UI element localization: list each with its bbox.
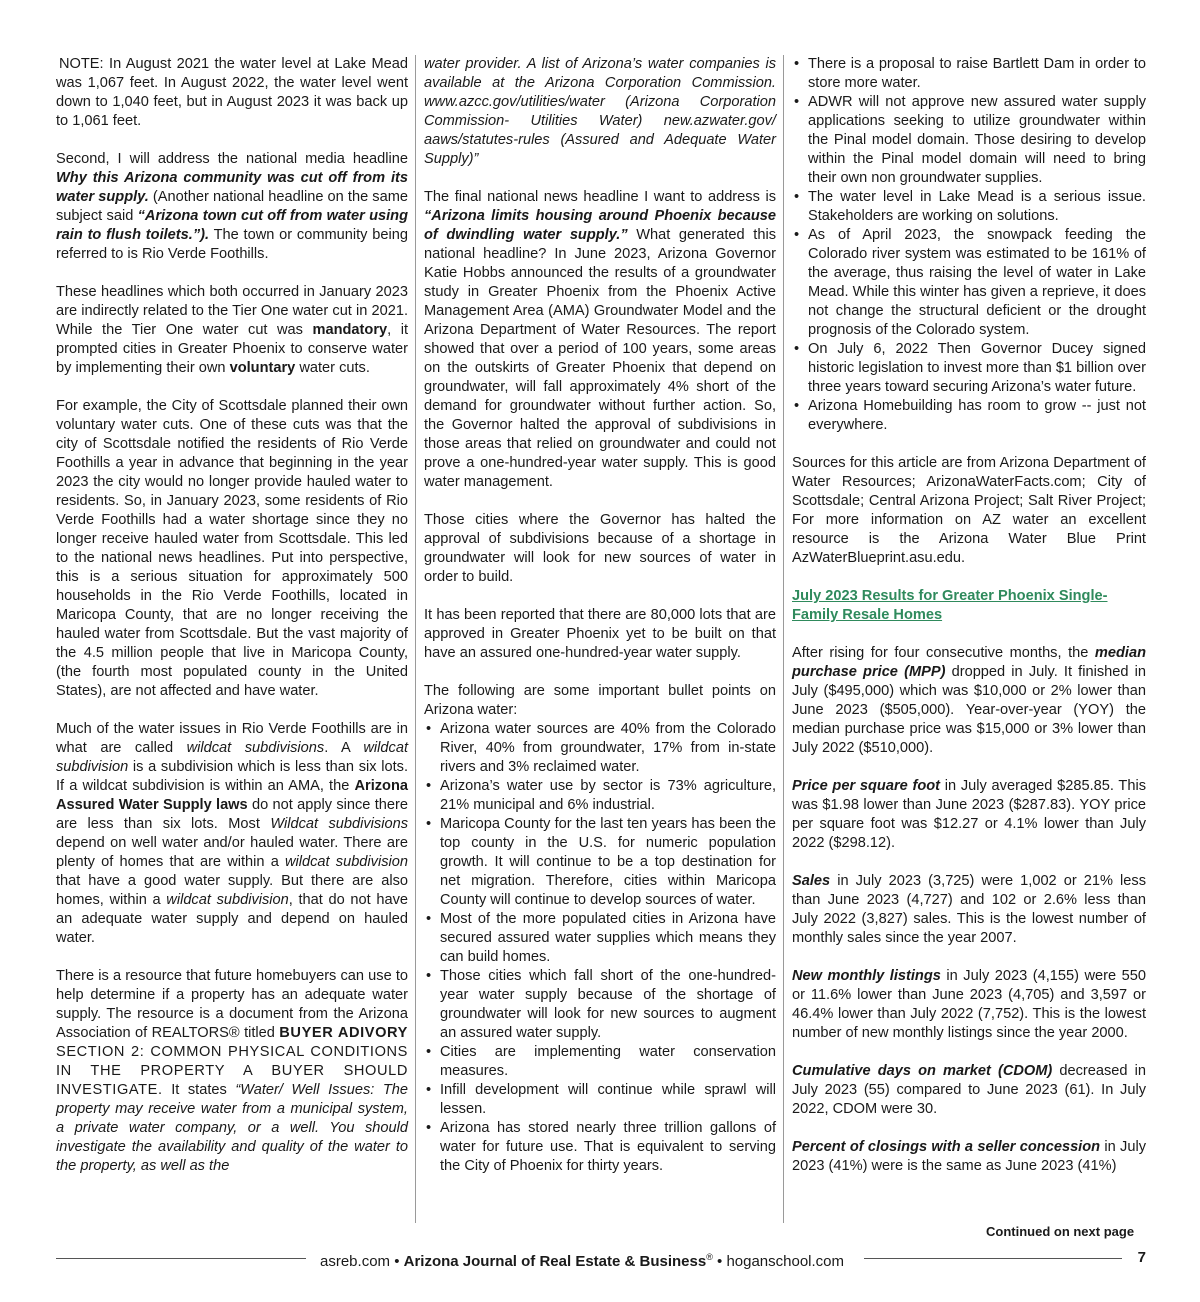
list-item: • Maricopa County for the last ten years has been the top county in the U.S. for numeric population growth. It will continue to be a top destination for net migration. Therefore, cities within Maricopa County will continue to develop sources of water. [424, 815, 776, 910]
text: water cuts. [295, 360, 370, 376]
headline-text: Why this Arizona community was cut off from its water supply. [56, 170, 408, 205]
column-divider-left [415, 55, 416, 1223]
registered-mark: ® [706, 1252, 713, 1262]
text: . A [324, 740, 364, 756]
headline-text: “Arizona limits housing around Phoenix because of dwindling water supply.” [424, 208, 776, 243]
term-text: Price per square foot [792, 778, 941, 794]
mpp-paragraph [792, 644, 1146, 758]
list-item: • Most of the more populated cities in Arizona have secured assured water supplies which means they can build homes. [424, 910, 776, 967]
text: It states [162, 1082, 236, 1098]
tier-one-paragraph [56, 283, 408, 378]
list-item: • ADWR will not approve new assured water supply applications seeking to utilize groundwater within the Pinal model domain. Those desiring to develop within the Pinal model domain will need to bring their own non groundwater supplies. [792, 93, 1146, 188]
italic-text: wildcat subdivisions [186, 740, 325, 756]
continued-note: Continued on next page [986, 1224, 1135, 1239]
term-text: Cumulative days on market (CDOM) [792, 1063, 1053, 1079]
text: , it prompted cities in Greater Phoenix to conserve water by implementing their own [56, 322, 409, 376]
list-item: • Cities are implementing water conservation measures. [424, 1043, 776, 1081]
cities-paragraph: Those cities where the Governor has halted the approval of subdivisions because of a shortage in groundwater will look for new sources of water in order to build. [424, 512, 776, 585]
list-item: • Arizona’s water use by sector is 73% agriculture, 21% municipal and 6% industrial. [424, 777, 776, 815]
text: Much of the water issues in Rio Verde Foothills are in what are called [56, 721, 408, 756]
footer-rule-right [864, 1258, 1122, 1259]
column-2 [424, 55, 776, 1195]
page-footer [56, 1248, 1146, 1270]
footer-separator: • [712, 1253, 727, 1270]
sources-paragraph: Sources for this article are from Arizona Department of Water Resources; ArizonaWaterFacts.com; City of Scottsdale; Central Arizona Project; Salt River Project; For more information on AZ water an excellent resource is the Arizona Water Blue Print AzWaterBlueprint.asu.edu. [792, 455, 1146, 566]
headline-text: “Arizona town cut off from water using rain to flush toilets.”). [56, 208, 408, 243]
text: is a subdivision which is less than six lots. If a wildcat subdivision is within an AMA, the [56, 759, 408, 794]
text: After rising for four consecutive months, the [792, 645, 1095, 661]
text: These headlines which both occurred in January 2023 are indirectly related to the Tier One water cut in 2021. While the Tier One water cut was [56, 284, 408, 338]
italic-text: “Water/ Well Issues: The property may receive water from a municipal system, a private water company, or a well. You should investigate the availability and quality of the water to the property, as well as the [56, 1082, 408, 1174]
concession-paragraph [792, 1138, 1146, 1176]
note-paragraph: NOTE: In August 2021 the water level at Lake Mead was 1,067 feet. In August 2022, the water level went down to 1,040 feet, but in August 2023 it was back up to 1,061 feet. [56, 56, 408, 129]
ppsf-paragraph [792, 777, 1146, 853]
text: in July 2023 (3,725) were 1,002 or 21% less than June 2023 (4,727) and 102 or 2.6% less than July 2022 (3,827) sales. This is the lowest number of monthly sales since the year 2007. [792, 873, 1146, 946]
text: (Another national headline on the same subject said [56, 189, 408, 224]
cdom-paragraph [792, 1062, 1146, 1119]
text: There is a resource that future homebuyers can use to help determine if a property has an adequate water supply. The resource is a document from the Arizona Association of REALTORS® titled [56, 968, 408, 1041]
column-divider-right [783, 55, 784, 1223]
caps-text: SECTION 2: COMMON PHYSICAL CONDITIONS IN THE PROPERTY A BUYER SHOULD INVESTIGATE. [56, 1044, 408, 1098]
column-3 [792, 55, 1146, 1176]
lots-paragraph: It has been reported that there are 80,000 lots that are approved in Greater Phoenix yet to be built on that have an assured one-hundred-year water supply. [424, 607, 776, 661]
text: do not apply since there are less than six lots. Most [56, 797, 408, 832]
list-item: • The water level in Lake Mead is a serious issue. Stakeholders are working on solutions. [792, 188, 1146, 226]
text: that have a good water supply. But there are also homes, within a [56, 873, 408, 908]
housing-headline-paragraph [424, 188, 776, 492]
list-item: • Arizona Homebuilding has room to grow -- just not everywhere. [792, 397, 1146, 435]
text: What generated this national headline? In June 2023, Arizona Governor Katie Hobbs announced the results of a groundwater study in Greater Phoenix from the Phoenix Active Management Area (AMA) Groundwater Model and the Arizona Department of Water Resources. The report showed that over a period of 100 years, some areas on the outskirts of Greater Phoenix that depend on groundwater, will fall approximately 4% short of the demand for groundwater without further action. So, the Governor halted the approval of subdivisions in those areas that relied on groundwater and could not prove a one-hundred-year water supply. This is good water management. [424, 227, 776, 490]
term-text: Sales [792, 873, 831, 889]
text: depend on well water and/or hauled water. There are plenty of homes that are within a [56, 835, 408, 870]
italic-text: wildcat subdivision [285, 854, 408, 870]
scottsdale-paragraph: For example, the City of Scottsdale planned their own voluntary water cuts. One of these cuts was that the city of Scottsdale notified the residents of Rio Verde Foothills a year in advance that beginning in the year 2023 the city would no longer provide hauled water to residents. So, in January 2023, some residents of Rio Verde Foothills had a water shortage since they no longer receive hauled water from Scottsdale. This led to the national news headlines. Put into perspective, this is a serious situation for approximately 500 households in the Rio Verde Foothills, located in Maricopa County, that are no longer receiving the hauled water from Scottsdale. But the vast majority of the 4.5 million people that live in Maricopa County, (the fourth most populated county in the United States), are not affected and have water. [56, 398, 408, 699]
bold-text: Arizona Assured Water Supply laws [56, 778, 408, 813]
text: The final national news headline I want to address is [424, 189, 776, 205]
sales-paragraph [792, 872, 1146, 948]
list-item: • There is a proposal to raise Bartlett Dam in order to store more water. [792, 55, 1146, 93]
footer-rule-left [56, 1258, 306, 1259]
text: in July 2023 (4,155) were 550 or 11.6% lower than June 2023 (4,705) and 3,597 or 46.4% lower than July 2022 (7,752). This is the lowest number of new monthly listings since the year 2000. [792, 968, 1147, 1041]
italic-text: wildcat subdivision [166, 892, 289, 908]
list-item: • Those cities which fall short of the one-hundred-year water supply because of the shortage of groundwater will look for new sources to augment an assured water supply. [424, 967, 776, 1043]
text: , that do not have an adequate water supply and depend on hauled water. [56, 892, 409, 946]
listings-paragraph [792, 967, 1146, 1043]
text: decreased in July 2023 (55) compared to June 2023 (61). In July 2022, CDOM were 30. [792, 1063, 1146, 1117]
list-item: • Infill development will continue while sprawl will lessen. [424, 1081, 776, 1119]
list-item: • On July 6, 2022 Then Governor Ducey signed historic legislation to invest more than $1 billion over three years toward securing Arizona’s water future. [792, 340, 1146, 397]
wildcat-paragraph [56, 720, 408, 948]
water-bullet-list-continued [792, 55, 1146, 435]
media-headline-paragraph [56, 150, 408, 264]
italic-text: Wildcat subdivisions [270, 816, 408, 832]
bold-text: BUYER ADIVORY [279, 1025, 408, 1041]
results-heading-link[interactable]: July 2023 Results for Greater Phoenix Single-Family Resale Homes [792, 588, 1108, 623]
footer-journal-name: Arizona Journal of Real Estate & Business [403, 1253, 707, 1270]
italic-text: wildcat subdivision [56, 740, 408, 775]
column-1 [56, 55, 408, 1195]
text: The town or community being referred to is Rio Verde Foothills. [56, 227, 408, 262]
voluntary-text: voluntary [229, 360, 296, 376]
footer-text [320, 1248, 844, 1271]
page-number: 7 [1137, 1249, 1146, 1266]
resource-paragraph [56, 967, 408, 1176]
text: dropped in July. It finished in July ($495,000) which was $10,000 or 2% lower than June 2023 ($505,000). Year-over-year (YOY) the median purchase price was $15,000 or 3% lower than July 2022 ($510,000). [792, 664, 1146, 756]
bullets-intro: The following are some important bullet points on Arizona water: [424, 683, 776, 718]
term-text: Percent of closings with a seller concession [792, 1139, 1101, 1155]
text: in July 2023 (41%) were is the same as June 2023 (41%) [792, 1139, 1146, 1174]
mandatory-text: mandatory [312, 322, 388, 338]
term-text: median purchase price (MPP) [792, 645, 1146, 680]
text: in July averaged $285.85. This was $1.98 lower than June 2023 ($287.83). YOY price per square foot was $12.27 or 4.1% lower than July 2022 ($298.12). [792, 778, 1146, 851]
footer-site-asreb[interactable]: asreb.com [320, 1253, 391, 1270]
footer-site-hoganschool[interactable]: hoganschool.com [726, 1253, 845, 1270]
list-item: • As of April 2023, the snowpack feeding the Colorado river system was estimated to be 161% of the average, thus raising the level of water in Lake Mead. While this winter has given a reprieve, it does not change the structural deficient or the drought prognosis of the Colorado system. [792, 226, 1146, 340]
water-bullet-list [424, 720, 776, 1176]
list-item: • Arizona has stored nearly three trillion gallons of water for future use. That is equivalent to serving the City of Phoenix for thirty years. [424, 1119, 776, 1176]
list-item: • Arizona water sources are 40% from the Colorado River, 40% from groundwater, 17% from in-state rivers and 3% reclaimed water. [424, 720, 776, 777]
term-text: New monthly listings [792, 968, 941, 984]
footer-separator: • [390, 1253, 404, 1270]
text: Second, I will address the national media headline [56, 151, 408, 167]
water-provider-paragraph: water provider. A list of Arizona’s water companies is available at the Arizona Corporation Commission. www.azcc.gov/utilities/water (Arizona Corporation Commission- Utilities Water) new.azwater.gov/ aaws/statutes-rules (Assured and Adequate Water Supply)” [424, 56, 776, 167]
